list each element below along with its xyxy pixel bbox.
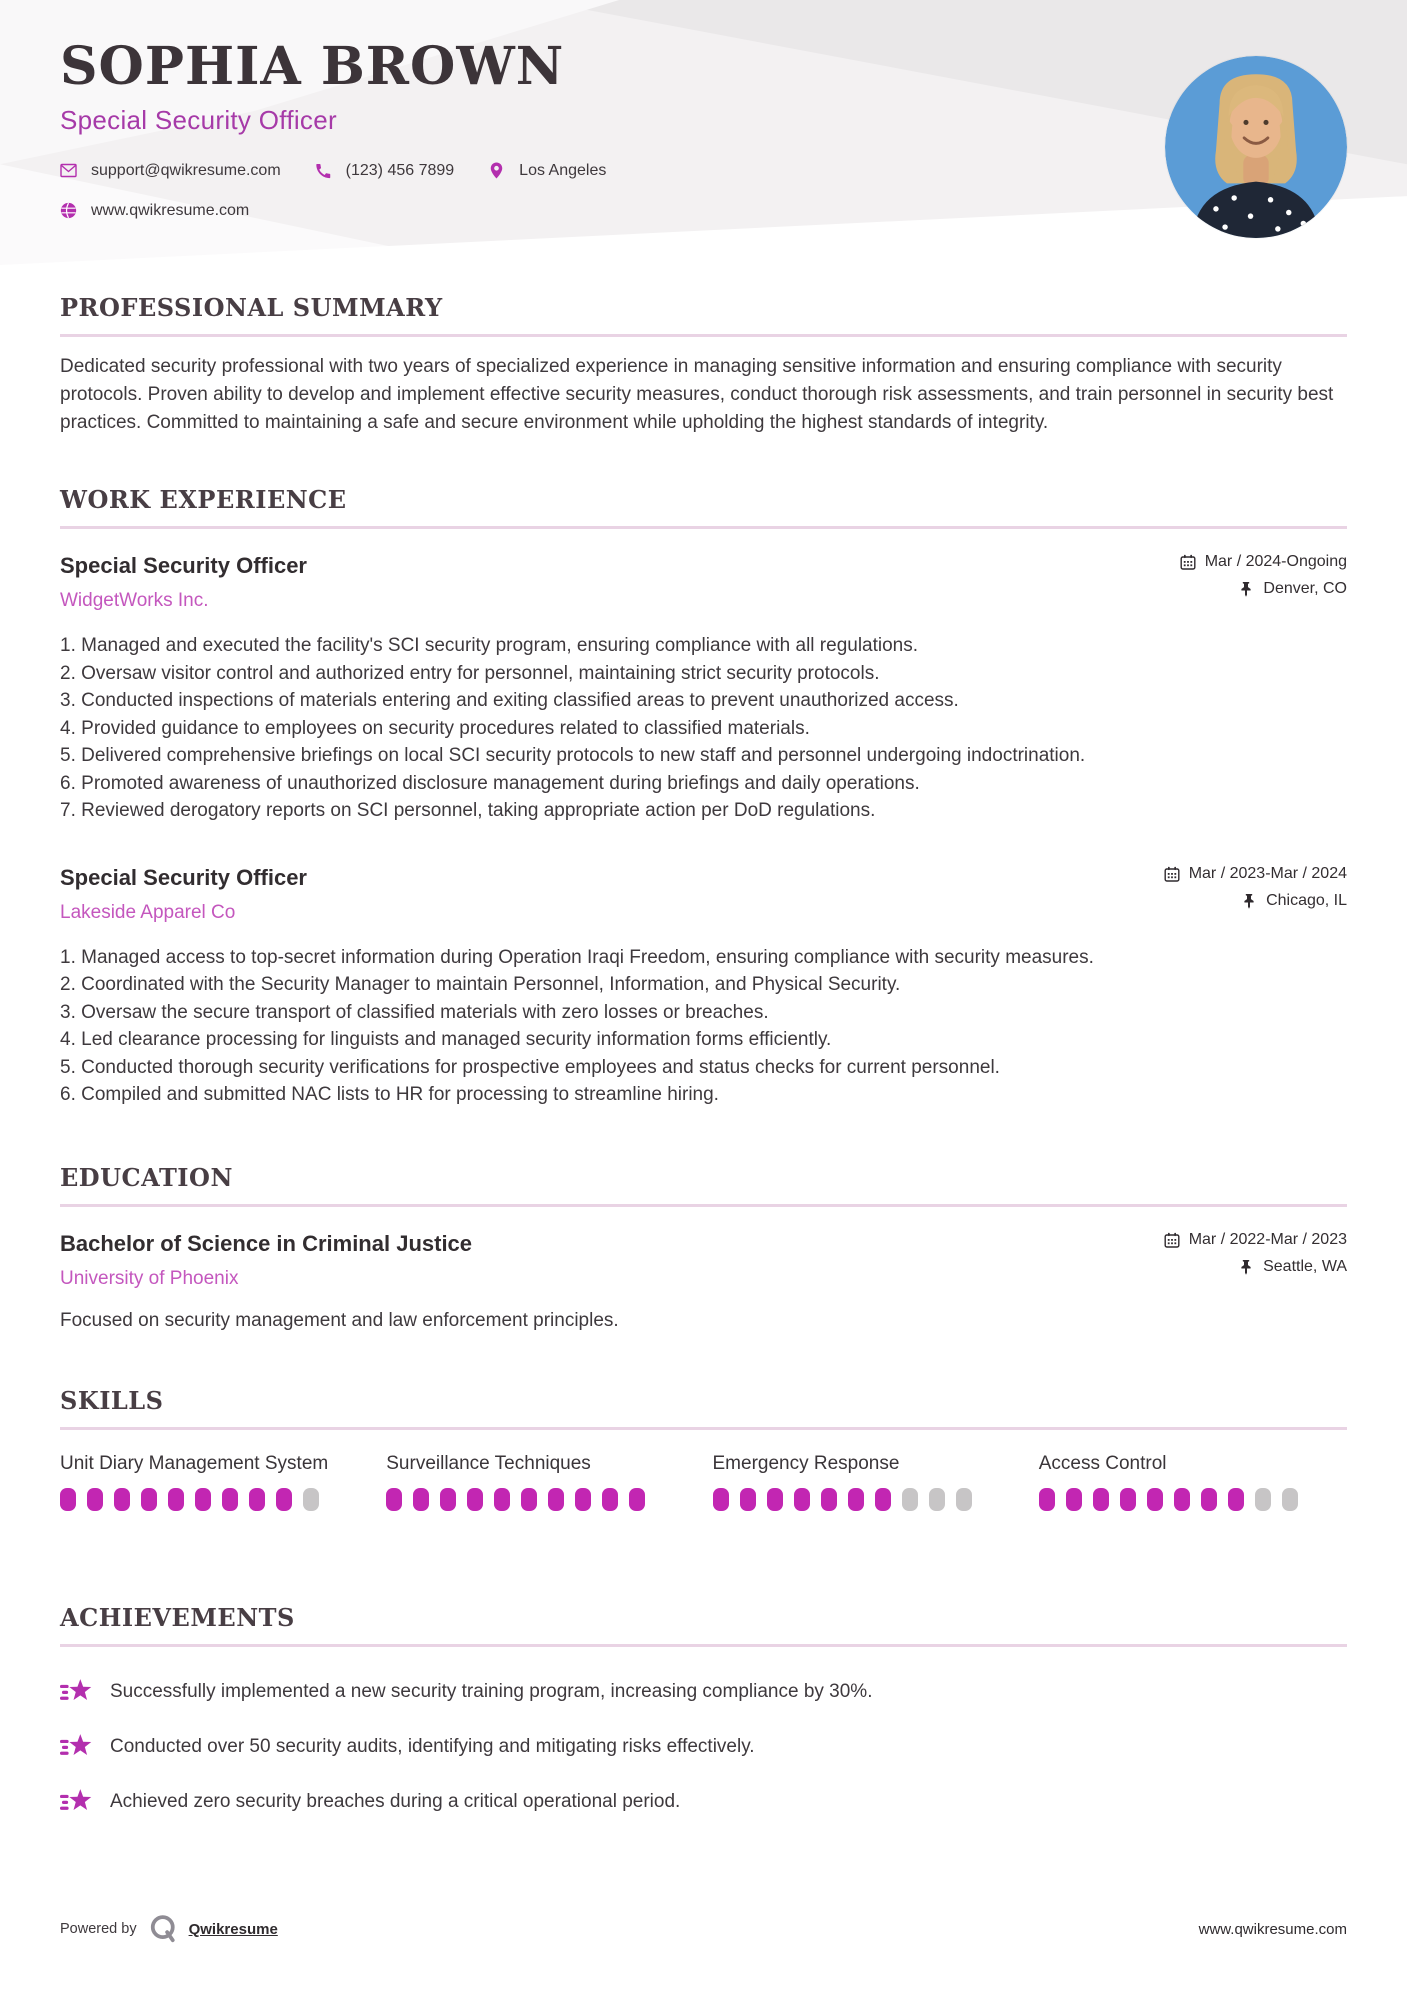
section-divider xyxy=(60,1644,1347,1647)
skill-item xyxy=(386,1450,694,1511)
location-text: Los Angeles xyxy=(519,161,607,179)
pushpin-icon xyxy=(1241,893,1257,909)
job-entry-header xyxy=(60,865,1347,924)
skill-level-dot xyxy=(1147,1488,1163,1511)
envelope-icon xyxy=(60,162,77,179)
skill-name: Access Control xyxy=(1038,1452,1167,1474)
bullet-item: Reviewed derogatory reports on SCI personnel, taking appropriate action per DoD regulations. xyxy=(81,800,876,821)
footer-website-link[interactable]: www.qwikresume.com xyxy=(1198,1920,1347,1938)
education-entry-meta xyxy=(1164,1231,1347,1276)
section-divider xyxy=(60,1204,1347,1207)
skill-level-dot xyxy=(440,1488,456,1511)
star-badge-icon xyxy=(60,1787,92,1817)
skill-level-meter xyxy=(713,1488,1021,1511)
skill-level-dot xyxy=(848,1488,864,1511)
job-entry xyxy=(60,553,1347,825)
achievement-text: Conducted over 50 security audits, identifying and mitigating risks effectively. xyxy=(110,1735,755,1757)
education-dates: Mar / 2022-Mar / 2023 xyxy=(1188,1230,1347,1248)
skill-level-dot xyxy=(794,1488,810,1511)
bullet-item: Oversaw the secure transport of classified materials with zero losses or breaches. xyxy=(81,1001,769,1023)
skill-level-dot xyxy=(740,1488,756,1511)
profile-photo-illustration xyxy=(1165,56,1347,238)
skill-name: Emergency Response xyxy=(712,1452,900,1474)
skill-level-meter xyxy=(1039,1488,1347,1511)
education-location: Seattle, WA xyxy=(1263,1257,1347,1275)
bullet-item: Delivered comprehensive briefings on local SCI security protocols to new staff and personnel undergoing indoctrination. xyxy=(81,745,1086,766)
skill-level-dot xyxy=(249,1488,265,1511)
skill-level-dot xyxy=(629,1488,645,1511)
bullet-item: Coordinated with the Security Manager to maintain Personnel, Information, and Physical Security. xyxy=(81,974,901,995)
skill-level-dot xyxy=(767,1488,783,1511)
phone-icon xyxy=(315,162,332,179)
achievement-item xyxy=(60,1677,1347,1707)
job-entry-header xyxy=(60,553,1347,612)
job-company: WidgetWorks Inc. xyxy=(60,590,209,611)
degree-title: Bachelor of Science in Criminal Justice xyxy=(60,1230,473,1256)
bullet-item: Oversaw visitor control and authorized entry for personnel, maintaining strict security protocols. xyxy=(81,662,880,684)
powered-by-label: Powered by xyxy=(60,1921,137,1937)
footer-branding xyxy=(60,1914,278,1944)
skill-level-meter xyxy=(386,1488,694,1511)
job-title: Special Security Officer xyxy=(60,553,307,578)
email-link[interactable]: support@qwikresume.com xyxy=(91,161,281,179)
section-heading: PROFESSIONAL SUMMARY xyxy=(60,293,443,322)
skill-item xyxy=(713,1450,1021,1511)
skill-level-dot xyxy=(222,1488,238,1511)
skill-level-dot xyxy=(467,1488,483,1511)
job-entry-meta xyxy=(1164,865,1347,910)
header-content xyxy=(60,36,640,220)
school-name: University of Phoenix xyxy=(60,1267,239,1289)
job-location-row xyxy=(1180,580,1347,598)
skill-level-dot xyxy=(413,1488,429,1511)
bullet-item: Conducted inspections of materials entering and exiting classified areas to prevent unauthorized access. xyxy=(81,690,959,711)
section-achievements xyxy=(60,1603,1347,1817)
job-dates: Mar / 2023-Mar / 2024 xyxy=(1188,864,1347,882)
bullet-item: Conducted thorough security verifications for prospective employees and status checks for current personnel. xyxy=(81,1056,1000,1078)
section-work-experience xyxy=(60,485,1347,1109)
skill-level-dot xyxy=(575,1488,591,1511)
section-divider xyxy=(60,1427,1347,1430)
phone-number: (123) 456 7899 xyxy=(345,161,455,179)
achievements-list xyxy=(60,1677,1347,1817)
skill-level-dot xyxy=(386,1488,402,1511)
map-pin-icon xyxy=(488,162,505,179)
skill-level-dot xyxy=(713,1488,729,1511)
job-company: Lakeside Apparel Co xyxy=(60,901,236,923)
section-skills xyxy=(60,1386,1347,1511)
skill-level-dot xyxy=(494,1488,510,1511)
education-entry-header xyxy=(60,1231,1347,1290)
skill-level-dot xyxy=(303,1488,319,1511)
section-divider xyxy=(60,334,1347,337)
skill-level-dot xyxy=(548,1488,564,1511)
education-entry xyxy=(60,1231,1347,1332)
achievement-text: Achieved zero security breaches during a critical operational period. xyxy=(110,1790,681,1812)
skill-level-dot xyxy=(1282,1488,1298,1511)
skill-level-dot xyxy=(875,1488,891,1511)
star-badge-icon xyxy=(60,1732,92,1762)
skill-level-meter xyxy=(60,1488,368,1511)
profile-photo xyxy=(1165,56,1347,238)
skill-level-dot xyxy=(60,1488,76,1511)
skill-level-dot xyxy=(1228,1488,1244,1511)
skill-level-dot xyxy=(1093,1488,1109,1511)
job-entry-left xyxy=(60,865,307,924)
job-location: Chicago, IL xyxy=(1266,891,1347,909)
achievement-item xyxy=(60,1732,1347,1762)
education-location-row xyxy=(1164,1258,1347,1276)
contact-email xyxy=(60,162,281,180)
calendar-icon xyxy=(1180,554,1196,570)
education-description: Focused on security management and law enforcement principles. xyxy=(60,1309,619,1331)
skill-level-dot xyxy=(1039,1488,1055,1511)
bullet-item: Managed access to top-secret information during Operation Iraqi Freedom, ensuring compliance with security measures. xyxy=(81,946,1094,968)
contact-website xyxy=(60,202,249,220)
skill-name: Unit Diary Management System xyxy=(60,1452,329,1474)
bullet-item: Led clearance processing for linguists and managed security information forms efficiently. xyxy=(81,1029,832,1050)
skill-level-dot xyxy=(902,1488,918,1511)
calendar-icon xyxy=(1164,866,1180,882)
section-professional-summary xyxy=(60,293,1347,437)
achievement-item xyxy=(60,1787,1347,1817)
pushpin-icon xyxy=(1238,1259,1254,1275)
pushpin-icon xyxy=(1238,581,1254,597)
skill-level-dot xyxy=(1255,1488,1271,1511)
contact-phone xyxy=(315,162,455,180)
footer xyxy=(60,1914,1347,1944)
job-location: Denver, CO xyxy=(1263,580,1347,597)
job-entry-meta xyxy=(1180,553,1347,598)
skill-level-dot xyxy=(1120,1488,1136,1511)
job-dates: Mar / 2024-Ongoing xyxy=(1204,553,1347,570)
bullet-item: Managed and executed the facility's SCI security program, ensuring compliance with all regulations. xyxy=(81,635,919,656)
job-bullet-list xyxy=(60,944,1347,1109)
job-dates-row xyxy=(1180,553,1347,571)
skill-level-dot xyxy=(276,1488,292,1511)
job-location-row xyxy=(1164,892,1347,910)
person-job-title: Special Security Officer xyxy=(60,104,337,135)
section-divider xyxy=(60,526,1347,529)
calendar-icon xyxy=(1164,1232,1180,1248)
section-heading: EDUCATION xyxy=(60,1162,233,1192)
achievement-text: Successfully implemented a new security training program, increasing compliance by 30%. xyxy=(110,1680,873,1702)
section-heading: ACHIEVEMENTS xyxy=(60,1602,295,1632)
skill-level-dot xyxy=(114,1488,130,1511)
job-bullet-list xyxy=(60,632,1347,825)
header xyxy=(0,0,1407,265)
skill-level-dot xyxy=(87,1488,103,1511)
education-dates-row xyxy=(1164,1231,1347,1249)
skill-level-dot xyxy=(929,1488,945,1511)
contact-row-primary xyxy=(60,162,640,180)
skill-level-dot xyxy=(141,1488,157,1511)
person-name: SOPHIA BROWN xyxy=(60,36,565,97)
qwikresume-logo-icon xyxy=(149,1914,179,1944)
qwikresume-link[interactable]: Qwikresume xyxy=(188,1920,278,1938)
skill-level-dot xyxy=(1174,1488,1190,1511)
globe-icon xyxy=(60,202,77,219)
skills-grid xyxy=(60,1450,1347,1511)
section-education xyxy=(60,1163,1347,1332)
contact-location xyxy=(488,162,606,180)
skill-level-dot xyxy=(1066,1488,1082,1511)
bullet-item: Provided guidance to employees on security procedures related to classified materials. xyxy=(81,717,810,739)
skill-level-dot xyxy=(168,1488,184,1511)
skill-level-dot xyxy=(821,1488,837,1511)
summary-text: Dedicated security professional with two years of specialized experience in managing sensitive information and ensuring compliance with security protocols. Proven ability to develop and implement effective security measures, conduct thorough risk assessments, and train personnel in security best practices. Committed to maintaining a safe and secure environment while upholding the highest standards of integrity. xyxy=(60,356,1334,433)
job-entry-left xyxy=(60,553,307,612)
skill-name: Surveillance Techniques xyxy=(386,1452,591,1474)
job-entry xyxy=(60,865,1347,1109)
education-entry-left xyxy=(60,1231,472,1290)
section-heading: WORK EXPERIENCE xyxy=(60,485,347,514)
contact-row-secondary xyxy=(60,202,640,220)
bullet-item: Promoted awareness of unauthorized disclosure management during briefings and daily operations. xyxy=(81,772,920,794)
skill-level-dot xyxy=(956,1488,972,1511)
website-link[interactable]: www.qwikresume.com xyxy=(91,201,250,219)
job-title: Special Security Officer xyxy=(60,864,307,890)
star-badge-icon xyxy=(60,1677,92,1707)
skill-level-dot xyxy=(195,1488,211,1511)
job-dates-row xyxy=(1164,865,1347,883)
section-heading: SKILLS xyxy=(60,1385,164,1415)
skill-item xyxy=(1039,1450,1347,1511)
resume-body xyxy=(0,293,1407,1817)
skill-level-dot xyxy=(1201,1488,1217,1511)
skill-level-dot xyxy=(602,1488,618,1511)
bullet-item: Compiled and submitted NAC lists to HR for processing to streamline hiring. xyxy=(81,1084,719,1105)
skill-item xyxy=(60,1450,368,1511)
skill-level-dot xyxy=(521,1488,537,1511)
